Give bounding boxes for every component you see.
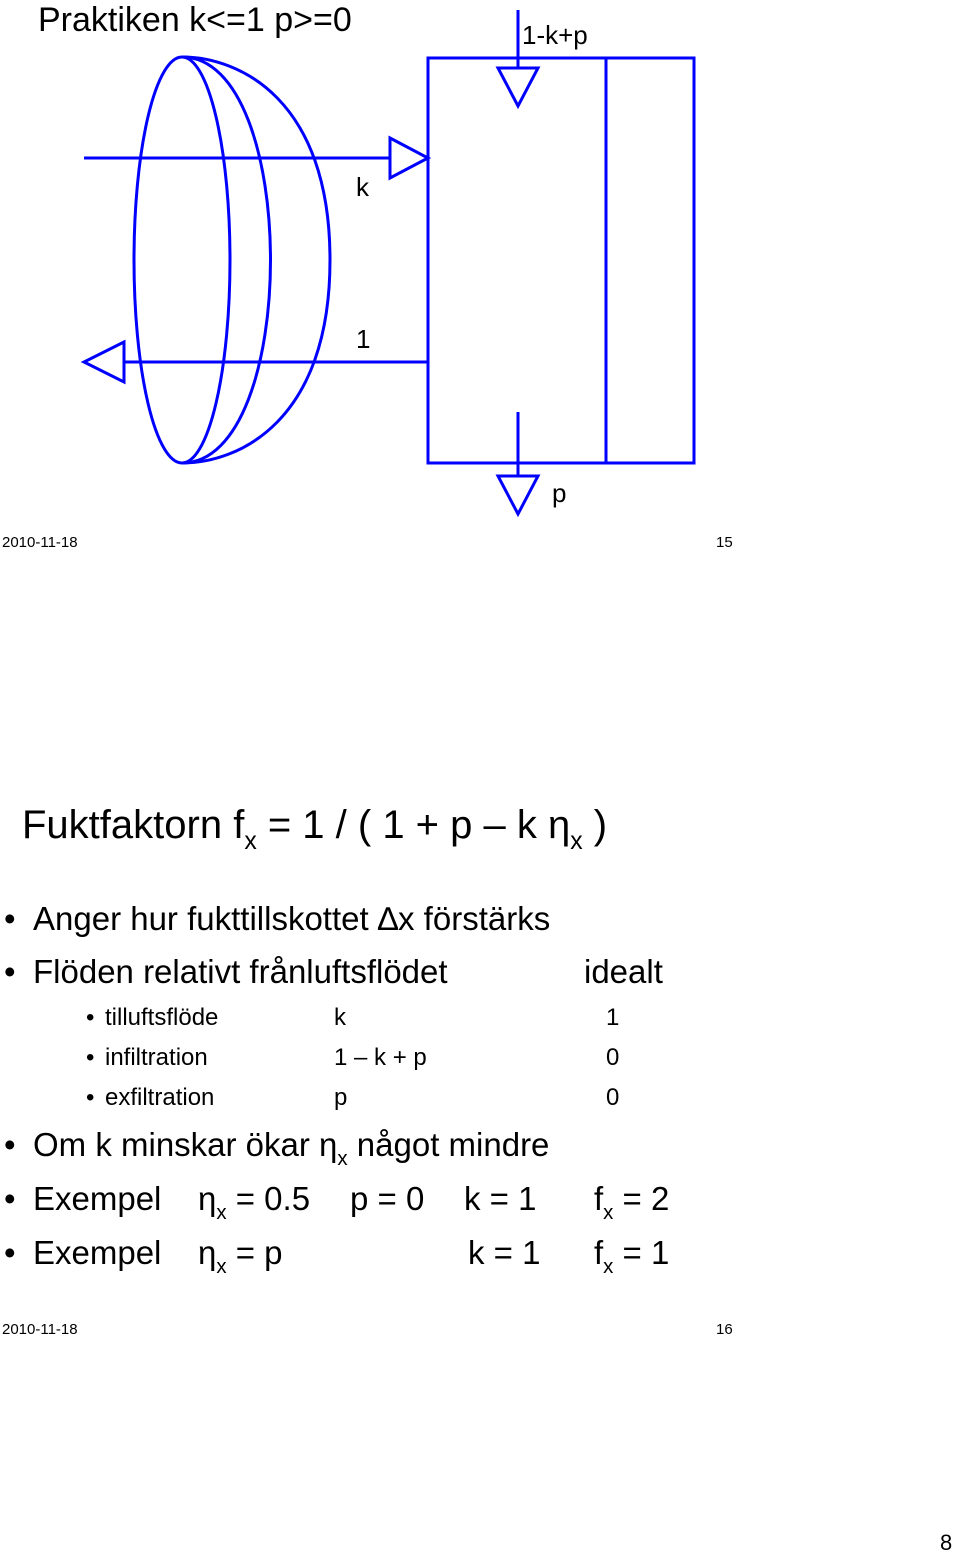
example1-p: p = 0 (350, 1180, 425, 1217)
eta-subscript: x (216, 1255, 227, 1279)
f-subscript: x (603, 1255, 614, 1279)
document-page-number: 8 (940, 1530, 953, 1555)
subrow-name-3: exfiltration (105, 1084, 215, 1111)
subrow-name-2: infiltration (105, 1044, 208, 1071)
eta-subscript: x (216, 1201, 227, 1225)
title-text-part3: ) (582, 803, 608, 847)
example1-f (594, 1180, 669, 1223)
column-header-idealt: idealt (584, 953, 663, 990)
eta-symbol: η (198, 1180, 217, 1217)
slide16-page: 16 (716, 1321, 733, 1338)
example1-label (4, 1180, 161, 1218)
subrow-value-2: 1 – k + p (334, 1044, 427, 1071)
eta-symbol: η (198, 1234, 217, 1271)
bullet-dot: • (4, 1180, 16, 1217)
example2-f (594, 1234, 669, 1277)
eta-value: = 0.5 (226, 1180, 311, 1217)
bullet-anger (4, 900, 550, 938)
subrow-ideal-3: 0 (606, 1084, 620, 1111)
exhaust-arrow (84, 342, 124, 382)
slide15-page: 15 (716, 534, 733, 551)
subrow-name-1: tilluftsflöde (105, 1004, 219, 1031)
room-box (428, 58, 694, 463)
example2-eta (198, 1234, 283, 1277)
eta-value: = p (226, 1234, 283, 1271)
label-supply-flow: k (356, 172, 369, 202)
bullet-dot: • (4, 1126, 16, 1163)
bullet-dot: • (4, 900, 16, 937)
bullet-dot: • (4, 1234, 16, 1271)
example-label-text: Exempel (33, 1234, 162, 1271)
subrow-bullet-3: • (86, 1084, 95, 1111)
title-text-part2: = 1 / ( 1 + p – k η (256, 803, 571, 847)
bullet-floden (4, 953, 448, 991)
wheel-front-arc (182, 57, 330, 463)
bullet-text-b: något mindre (347, 1126, 550, 1163)
label-exhaust-flow: 1 (356, 324, 371, 354)
f-subscript: x (603, 1201, 614, 1225)
subrow-ideal-2: 0 (606, 1044, 620, 1071)
title-text-part1: Fuktfaktorn f (22, 803, 245, 847)
title-subscript-x: x (244, 828, 257, 856)
subrow-value-1: k (334, 1004, 346, 1031)
f-value: = 2 (613, 1180, 670, 1217)
bullet-om-k (4, 1126, 549, 1169)
example2-label (4, 1234, 161, 1272)
f-symbol: f (594, 1180, 604, 1217)
exfiltration-arrow (498, 476, 538, 514)
bullet-subscript-x: x (337, 1147, 348, 1171)
bullet-text-a: Om k minskar ökar η (33, 1126, 338, 1163)
infiltration-arrow (498, 68, 538, 106)
example-label-text: Exempel (33, 1180, 162, 1217)
wheel-back-ellipse (134, 57, 230, 463)
bullet-dot: • (4, 953, 16, 990)
example1-k: k = 1 (464, 1180, 537, 1217)
slide16-title (22, 802, 607, 854)
f-value: = 1 (613, 1234, 670, 1271)
slide15-title: Praktiken k<=1 p>=0 (38, 1, 352, 39)
supply-arrow (390, 138, 428, 178)
flow-diagram (0, 0, 960, 560)
bullet-text: Anger hur fukttillskottet ∆x förstärks (33, 900, 551, 937)
bullet-text: Flöden relativt frånluftsflödet (33, 953, 448, 990)
example1-eta (198, 1180, 310, 1223)
subrow-bullet-1: • (86, 1004, 95, 1031)
slide15-date: 2010-11-18 (2, 534, 78, 551)
example2-k: k = 1 (468, 1234, 541, 1271)
subrow-ideal-1: 1 (606, 1004, 620, 1031)
f-symbol: f (594, 1234, 604, 1271)
label-exfiltration-flow: p (552, 478, 567, 508)
label-infiltration-flow: 1-k+p (522, 20, 588, 50)
title-subscript-x2: x (570, 828, 583, 856)
subrow-bullet-2: • (86, 1044, 95, 1071)
subrow-value-3: p (334, 1084, 348, 1111)
wheel-front-arc-inner (182, 57, 271, 463)
slide16-date: 2010-11-18 (2, 1321, 78, 1338)
